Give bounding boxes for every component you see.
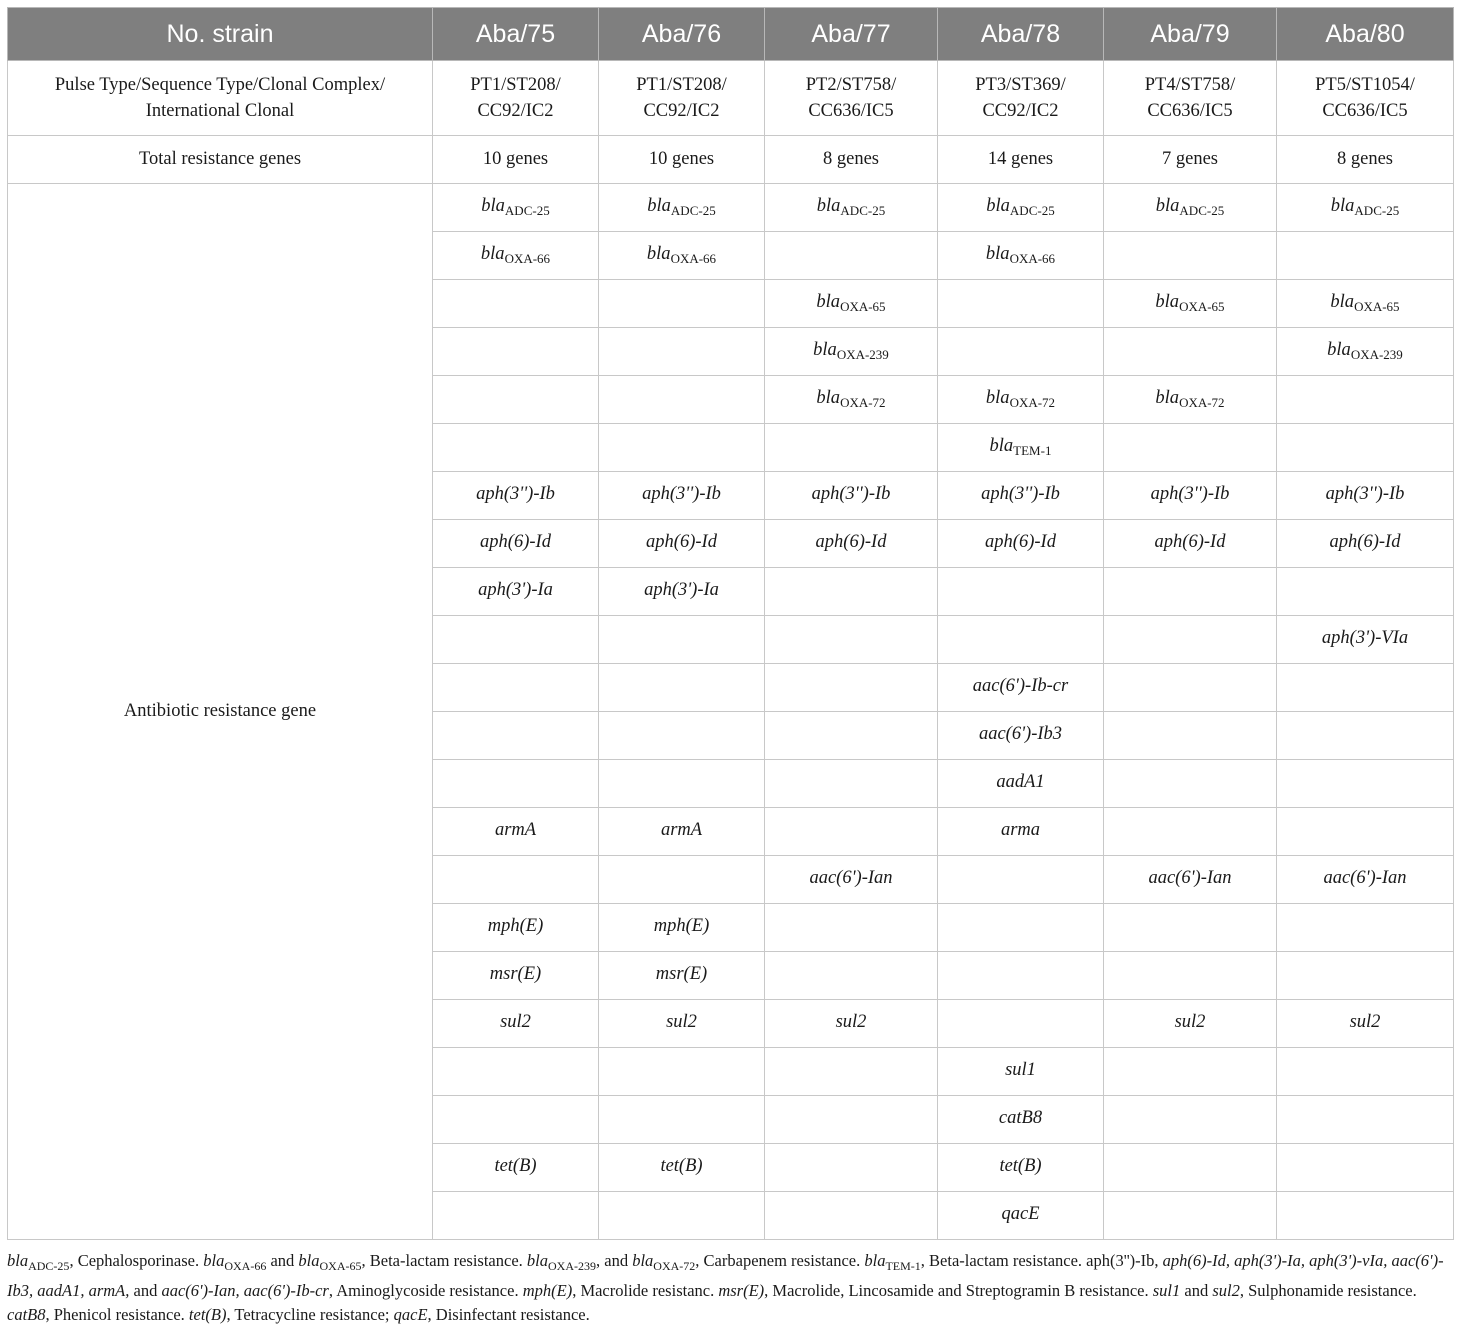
gene-cell	[938, 328, 1104, 376]
gene-cell	[1277, 232, 1454, 280]
gene-cell	[765, 808, 938, 856]
gene-cell	[765, 568, 938, 616]
gene-cell	[1277, 472, 1454, 520]
gene-cell	[1104, 376, 1277, 424]
footnote-segment: , Phenicol resistance.	[45, 1305, 189, 1324]
footnote-segment: OXA-65	[319, 1259, 362, 1273]
gene-name: sul2	[500, 1012, 531, 1032]
gene-cell	[1277, 808, 1454, 856]
gene-subscript: OXA-65	[1179, 299, 1225, 314]
gene-name: bla	[813, 340, 837, 360]
gene-cell	[599, 952, 765, 1000]
typing-line1: PT1/ST208/	[636, 75, 727, 95]
gene-subscript: OXA-65	[1354, 299, 1400, 314]
footnote-segment: , Aminoglycoside resistance.	[328, 1280, 523, 1300]
header-row	[8, 8, 1454, 61]
gene-cell	[938, 952, 1104, 1000]
gene-name: bla	[816, 196, 841, 216]
gene-name: bla	[986, 196, 1010, 216]
total-cell: 7 genes	[1104, 136, 1277, 184]
gene-cell	[938, 664, 1104, 712]
gene-cell	[765, 184, 938, 232]
total-cell: 8 genes	[765, 136, 938, 184]
gene-name: aph(6)-Id	[646, 532, 717, 552]
gene-name: bla	[1330, 196, 1355, 216]
gene-name: tet(B)	[660, 1156, 703, 1176]
typing-line1: PT1/ST208/	[470, 75, 561, 95]
gene-subscript: ADC-25	[1179, 203, 1225, 218]
gene-cell	[765, 520, 938, 568]
gene-cell	[599, 472, 765, 520]
gene-cell	[433, 1144, 599, 1192]
gene-cell	[433, 1000, 599, 1048]
gene-cell	[1104, 904, 1277, 952]
gene-cell	[1277, 328, 1454, 376]
gene-cell	[1104, 1048, 1277, 1096]
typing-cell	[938, 61, 1104, 136]
gene-cell	[599, 1144, 765, 1192]
gene-cell	[1277, 1096, 1454, 1144]
gene-name: aph(6)-Id	[480, 532, 551, 552]
gene-name: aadA1	[996, 772, 1045, 792]
gene-cell	[433, 232, 599, 280]
footnote-segment: , Beta-lactam resistance. aph(3'')-Ib,	[920, 1251, 1163, 1270]
gene-cell	[765, 1048, 938, 1096]
gene-name: aph(6)-Id	[1329, 532, 1401, 552]
gene-cell	[1104, 232, 1277, 280]
gene-cell	[938, 712, 1104, 760]
typing-line2: CC92/IC2	[643, 101, 720, 121]
typing-line1: PT3/ST369/	[975, 75, 1066, 95]
gene-cell	[765, 232, 938, 280]
gene-cell	[1104, 856, 1277, 904]
gene-cell	[599, 184, 765, 232]
gene-cell	[765, 856, 938, 904]
gene-cell	[433, 1048, 599, 1096]
gene-name: bla	[1155, 388, 1180, 408]
gene-cell	[765, 760, 938, 808]
gene-cell	[765, 376, 938, 424]
footnote-segment: OXA-72	[653, 1259, 696, 1273]
gene-name: sul2	[1349, 1012, 1381, 1032]
gene-name: bla	[816, 292, 841, 312]
footnote-segment: and	[1180, 1280, 1213, 1300]
total-cell: 10 genes	[433, 136, 599, 184]
gene-name: aph(6)-Id	[815, 532, 887, 552]
gene-cell	[765, 664, 938, 712]
gene-subscript: OXA-239	[836, 347, 889, 362]
gene-cell	[433, 760, 599, 808]
header-aba-76: Aba/76	[599, 8, 765, 61]
gene-subscript: ADC-25	[840, 203, 886, 218]
gene-cell	[765, 616, 938, 664]
footnote-segment: , Beta-lactam resistance.	[361, 1251, 527, 1270]
gene-cell	[433, 808, 599, 856]
gene-cell	[433, 712, 599, 760]
gene-cell	[433, 280, 599, 328]
gene-name: sul1	[1005, 1060, 1036, 1080]
gene-name: aph(3'')-Ib	[1325, 484, 1405, 504]
gene-name: aac(6')-Ian	[1148, 868, 1232, 888]
gene-cell	[433, 184, 599, 232]
gene-cell	[1104, 664, 1277, 712]
gene-cell	[1277, 1192, 1454, 1240]
gene-cell	[599, 712, 765, 760]
footnote-segment: , and	[596, 1251, 633, 1270]
gene-name: aph(3'')-Ib	[1150, 484, 1230, 504]
gene-cell	[938, 1096, 1104, 1144]
gene-cell	[599, 904, 765, 952]
gene-cell	[599, 856, 765, 904]
gene-name: bla	[989, 436, 1014, 456]
gene-cell	[1104, 328, 1277, 376]
gene-cell	[433, 856, 599, 904]
gene-name: sul2	[666, 1012, 697, 1032]
footnote-segment: bla	[203, 1251, 225, 1270]
footnote-segment: bla	[864, 1251, 886, 1270]
gene-cell	[433, 328, 599, 376]
footnote-segment: and	[266, 1251, 299, 1270]
typing-line2: CC636/IC5	[1322, 101, 1408, 121]
gene-cell	[938, 856, 1104, 904]
gene-name: catB8	[998, 1108, 1043, 1128]
gene-cell	[599, 424, 765, 472]
gene-cell	[599, 520, 765, 568]
gene-cell	[1104, 712, 1277, 760]
typing-cell	[599, 61, 765, 136]
footnote-segment: and	[129, 1280, 162, 1300]
footnote-segment: , Carbapenem resistance.	[695, 1251, 865, 1270]
gene-cell	[765, 328, 938, 376]
gene-cell	[765, 424, 938, 472]
gene-name: aph(3'')-Ib	[642, 484, 721, 504]
gene-cell	[599, 328, 765, 376]
gene-cell	[938, 904, 1104, 952]
gene-cell	[1104, 760, 1277, 808]
footnote-segment: , Macrolide, Lincosamide and Streptogramin B resistance.	[764, 1280, 1153, 1300]
gene-cell	[1277, 904, 1454, 952]
gene-cell	[1104, 472, 1277, 520]
gene-cell	[938, 1144, 1104, 1192]
typing-line2: CC636/IC5	[1147, 101, 1233, 121]
gene-name: mph(E)	[487, 916, 544, 936]
gene-name: bla	[816, 388, 841, 408]
footnote-segment: msr(E)	[718, 1280, 765, 1300]
gene-cell	[599, 376, 765, 424]
gene-subscript: ADC-25	[1354, 203, 1400, 218]
gene-cell	[765, 952, 938, 1000]
gene-cell	[433, 1096, 599, 1144]
gene-cell	[1277, 856, 1454, 904]
gene-name: aph(3')-Ia	[644, 580, 719, 600]
gene-name: bla	[647, 196, 671, 216]
gene-cell	[1104, 808, 1277, 856]
gene-name: aac(6')-Ib3	[978, 724, 1063, 744]
gene-name: msr(E)	[655, 964, 708, 984]
gene-cell	[1277, 520, 1454, 568]
gene-cell	[1104, 1000, 1277, 1048]
typing-cell	[1277, 61, 1454, 136]
gene-name: arma	[1000, 820, 1041, 840]
gene-cell	[765, 712, 938, 760]
gene-subscript: OXA-72	[1179, 395, 1225, 410]
gene-cell	[765, 904, 938, 952]
gene-subscript: OXA-72	[840, 395, 886, 410]
footnote-segment: bla	[298, 1251, 320, 1270]
table-container	[7, 7, 1453, 1240]
gene-cell	[433, 472, 599, 520]
header-strain: No. strain	[8, 8, 433, 61]
gene-name: bla	[1327, 340, 1351, 360]
gene-cell	[1277, 376, 1454, 424]
gene-cell	[433, 520, 599, 568]
gene-cell	[1277, 424, 1454, 472]
footnote-segment: aph(6)-Id, aph(3')-Ia, aph(3')-vIa, aac(6')-Ib3, aadA1, armA,	[7, 1251, 1444, 1300]
gene-cell	[1104, 280, 1277, 328]
gene-name: aac(6')-Ian	[809, 868, 893, 888]
gene-cell	[1277, 184, 1454, 232]
header-aba-79: Aba/79	[1104, 8, 1277, 61]
gene-cell	[599, 232, 765, 280]
gene-name: sul2	[835, 1012, 867, 1032]
gene-cell	[1277, 1048, 1454, 1096]
gene-subscript: OXA-239	[1350, 347, 1403, 362]
typing-cell	[1104, 61, 1277, 136]
gene-cell	[765, 280, 938, 328]
gene-cell	[938, 568, 1104, 616]
gene-cell	[433, 424, 599, 472]
footnote-segment: TEM-1	[885, 1259, 921, 1273]
gene-name: tet(B)	[999, 1156, 1042, 1176]
footnote-segment: OXA-239	[548, 1259, 596, 1273]
gene-name: bla	[1330, 292, 1355, 312]
gene-cell	[1104, 184, 1277, 232]
gene-name: aac(6')-Ian	[1323, 868, 1407, 888]
gene-name: aph(3')-VIa	[1321, 628, 1409, 648]
footnote-segment: bla	[526, 1251, 548, 1270]
gene-cell	[1104, 1192, 1277, 1240]
gene-subscript: OXA-66	[504, 251, 551, 266]
footnote-segment: tet(B)	[188, 1305, 227, 1324]
gene-cell	[433, 616, 599, 664]
gene-cell	[599, 1048, 765, 1096]
gene-cell	[1277, 952, 1454, 1000]
gene-subscript: ADC-25	[670, 203, 716, 218]
gene-name: armA	[494, 820, 537, 840]
gene-cell	[938, 1048, 1104, 1096]
gene-cell	[1104, 568, 1277, 616]
gene-cell	[1277, 1000, 1454, 1048]
gene-cell	[938, 1000, 1104, 1048]
gene-subscript: OXA-66	[1009, 251, 1056, 266]
gene-name: aph(3')-Ia	[478, 580, 553, 600]
typing-label-line2: International Clonal	[145, 101, 295, 121]
typing-cell	[765, 61, 938, 136]
header-aba-78: Aba/78	[938, 8, 1104, 61]
gene-cell	[938, 376, 1104, 424]
footnote-segment: sul1	[1152, 1280, 1181, 1300]
total-cell: 14 genes	[938, 136, 1104, 184]
gene-cell	[599, 1096, 765, 1144]
typing-row	[8, 61, 1454, 136]
gene-name: mph(E)	[653, 916, 710, 936]
typing-line1: PT2/ST758/	[805, 75, 897, 95]
typing-line1: PT4/ST758/	[1144, 75, 1236, 95]
gene-subscript: ADC-25	[504, 203, 550, 218]
gene-cell	[599, 808, 765, 856]
gene-subscript: TEM-1	[1013, 443, 1052, 458]
gene-cell	[938, 280, 1104, 328]
footnote-segment: , Tetracycline resistance;	[226, 1305, 394, 1324]
footnote-segment: , Sulphonamide resistance.	[1239, 1280, 1417, 1300]
gene-name: tet(B)	[494, 1156, 537, 1176]
typing-line2: CC636/IC5	[808, 101, 894, 121]
footnote-segment: bla	[7, 1251, 29, 1270]
gene-subscript: OXA-65	[840, 299, 886, 314]
footnote-segment: bla	[632, 1251, 654, 1270]
typing-label-line1: Pulse Type/Sequence Type/Clonal Complex/	[54, 75, 386, 95]
total-cell: 8 genes	[1277, 136, 1454, 184]
gene-cell	[765, 1192, 938, 1240]
header-aba-80: Aba/80	[1277, 8, 1454, 61]
gene-cell	[1277, 760, 1454, 808]
gene-cell	[765, 472, 938, 520]
gene-cell	[599, 1000, 765, 1048]
gene-name: bla	[481, 196, 505, 216]
footnote-segment: , Cephalosporinase.	[69, 1251, 204, 1270]
gene-cell	[599, 568, 765, 616]
gene-name: msr(E)	[489, 964, 542, 984]
typing-line1: PT5/ST1054/	[1315, 75, 1415, 95]
gene-cell	[433, 376, 599, 424]
footnote-segment: qacE	[393, 1305, 428, 1324]
gene-name: bla	[646, 244, 671, 264]
gene-row	[8, 184, 1454, 232]
typing-line2: CC92/IC2	[982, 101, 1059, 121]
gene-name: aac(6')-Ib-cr	[972, 676, 1069, 696]
gene-name: sul2	[1174, 1012, 1206, 1032]
gene-cell	[938, 616, 1104, 664]
gene-cell	[938, 808, 1104, 856]
footnote-segment: OXA-66	[224, 1259, 267, 1273]
gene-cell	[938, 1192, 1104, 1240]
gene-name: qacE	[1001, 1204, 1040, 1224]
gene-cell	[765, 1144, 938, 1192]
gene-cell	[1104, 1096, 1277, 1144]
footnote-segment: catB8	[7, 1305, 46, 1324]
typing-label	[8, 61, 433, 136]
gene-cell	[1104, 520, 1277, 568]
gene-cell	[1104, 1144, 1277, 1192]
gene-name: bla	[985, 388, 1010, 408]
total-cell: 10 genes	[599, 136, 765, 184]
gene-cell	[599, 616, 765, 664]
gene-cell	[433, 664, 599, 712]
header-aba-77: Aba/77	[765, 8, 938, 61]
gene-cell	[599, 280, 765, 328]
gene-cell	[938, 232, 1104, 280]
gene-cell	[1277, 280, 1454, 328]
gene-name: aph(3'')-Ib	[811, 484, 891, 504]
gene-subscript: OXA-66	[670, 251, 717, 266]
gene-name: aph(3'')-Ib	[476, 484, 555, 504]
gene-name: bla	[1155, 292, 1180, 312]
footnote-segment: ADC-25	[28, 1259, 70, 1273]
gene-cell	[1277, 1144, 1454, 1192]
footnote-segment: , Macrolide resistanc.	[572, 1280, 719, 1300]
gene-cell	[938, 184, 1104, 232]
gene-cell	[938, 424, 1104, 472]
gene-cell	[599, 664, 765, 712]
gene-cell	[599, 760, 765, 808]
gene-subscript: OXA-72	[1009, 395, 1056, 410]
gene-cell	[433, 1192, 599, 1240]
typing-line2: CC92/IC2	[477, 101, 554, 121]
total-row	[8, 136, 1454, 184]
gene-cell	[433, 904, 599, 952]
gene-name: armA	[660, 820, 703, 840]
footnote-segment: sul2	[1212, 1280, 1240, 1300]
gene-name: bla	[985, 244, 1010, 264]
gene-cell	[1277, 712, 1454, 760]
gene-cell	[938, 760, 1104, 808]
header-aba-75: Aba/75	[433, 8, 599, 61]
gene-label: Antibiotic resistance gene	[8, 184, 433, 1240]
gene-name: bla	[1155, 196, 1180, 216]
gene-cell	[433, 952, 599, 1000]
gene-subscript: ADC-25	[1009, 203, 1055, 218]
gene-cell	[599, 1192, 765, 1240]
gene-cell	[938, 520, 1104, 568]
resistance-table	[7, 7, 1454, 1240]
footnote-segment: mph(E)	[522, 1280, 573, 1300]
gene-cell	[433, 568, 599, 616]
gene-cell	[1277, 568, 1454, 616]
gene-cell	[1104, 424, 1277, 472]
gene-cell	[938, 472, 1104, 520]
footnote-segment: , Disinfectant resistance.	[427, 1305, 590, 1324]
gene-cell	[1104, 952, 1277, 1000]
typing-cell	[433, 61, 599, 136]
gene-name: bla	[480, 244, 505, 264]
gene-cell	[765, 1000, 938, 1048]
footnote-segment: aac(6')-Ian, aac(6')-Ib-cr	[161, 1280, 329, 1300]
gene-cell	[1104, 616, 1277, 664]
total-label: Total resistance genes	[8, 136, 433, 184]
table-footnote	[7, 1249, 1453, 1328]
gene-name: aph(3'')-Ib	[981, 484, 1060, 504]
gene-name: aph(6)-Id	[985, 532, 1056, 552]
gene-cell	[765, 1096, 938, 1144]
gene-cell	[1277, 664, 1454, 712]
gene-cell	[1277, 616, 1454, 664]
gene-name: aph(6)-Id	[1154, 532, 1226, 552]
